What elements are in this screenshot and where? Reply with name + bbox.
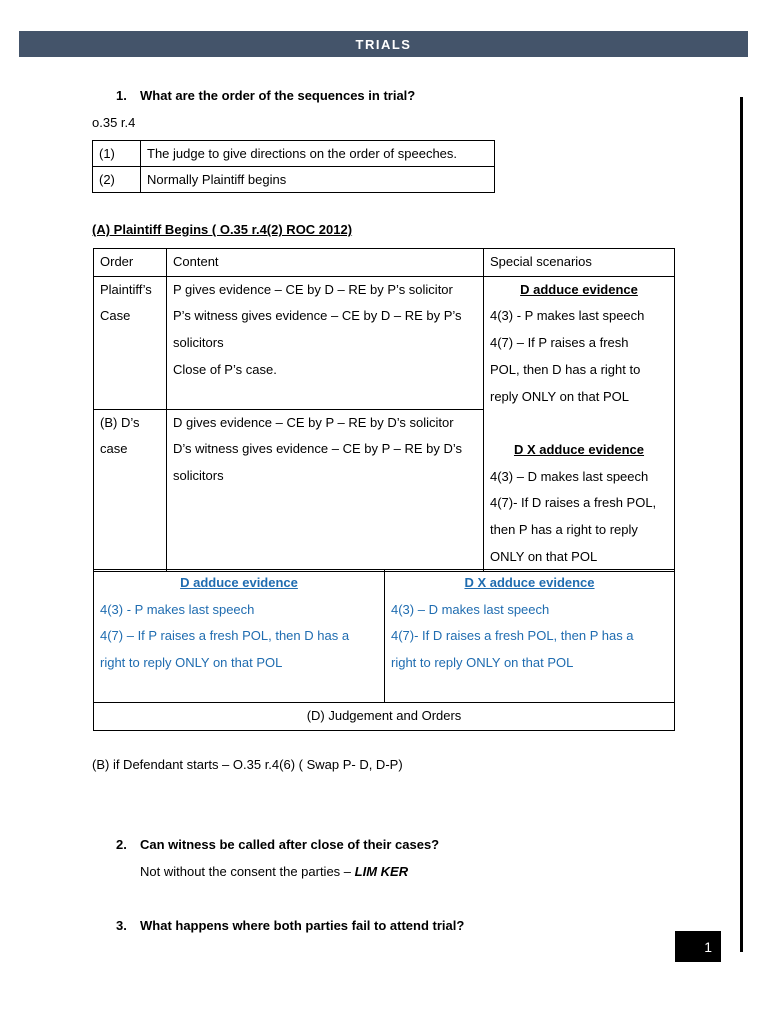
- question-1: [116, 88, 415, 103]
- table-row: [94, 570, 675, 703]
- page-header-bar: [19, 31, 748, 57]
- scenario-line: 4(7) – If P raises a fresh POL, then D has a: [100, 628, 350, 644]
- row-text: Normally Plaintiff begins: [141, 167, 495, 193]
- judgement-orders-cell: (D) Judgement and Orders: [94, 703, 675, 731]
- special-line: 4(7)- If D raises a fresh POL,: [490, 495, 657, 511]
- content-line: P’s witness gives evidence – CE by D – RE by P’s: [173, 308, 462, 324]
- bottom-right-cell: [385, 570, 675, 703]
- rule-reference: o.35 r.4: [92, 115, 136, 130]
- special-line: 4(3) - P makes last speech: [490, 308, 645, 324]
- trial-order-table: [93, 248, 675, 572]
- special-line: then P has a right to reply: [490, 522, 638, 538]
- header-special: Special scenarios: [484, 249, 675, 277]
- scenario-line: 4(3) – D makes last speech: [391, 601, 550, 617]
- directions-table: [92, 140, 495, 193]
- scenario-line: 4(3) - P makes last speech: [100, 601, 255, 617]
- table-row: [93, 167, 495, 193]
- content-line: P gives evidence – CE by D – RE by P’s solicitor: [173, 281, 453, 297]
- page-number-box: [675, 931, 721, 962]
- dx-adduce-heading: D X adduce evidence: [513, 441, 645, 457]
- question-1-number: 1.: [116, 88, 127, 103]
- question-3-text: What happens where both parties fail to attend trial?: [140, 918, 465, 933]
- p-case-label-line: Case: [100, 308, 131, 324]
- table-row: [94, 276, 675, 409]
- content-line: solicitors: [173, 335, 224, 351]
- special-line: 4(3) – D makes last speech: [490, 468, 649, 484]
- question-3: [116, 918, 464, 933]
- content-line: solicitors: [173, 468, 224, 484]
- table-header-row: [94, 249, 675, 277]
- d-adduce-heading: D adduce evidence: [180, 575, 298, 590]
- d-case-label-line: (B) D’s: [100, 414, 140, 430]
- answer-text: Not without the consent the parties –: [140, 864, 355, 879]
- scenario-line: right to reply ONLY on that POL: [100, 655, 283, 671]
- p-case-label: [94, 276, 167, 409]
- special-line: ONLY on that POL: [490, 548, 598, 564]
- special-line: 4(7) – If P raises a fresh: [490, 335, 629, 351]
- question-1-text: What are the order of the sequences in trial?: [140, 88, 416, 103]
- section-a-heading: (A) Plaintiff Begins ( O.35 r.4(2) ROC 2012): [92, 222, 353, 237]
- question-3-number: 3.: [116, 918, 127, 933]
- d-adduce-heading: D adduce evidence: [520, 281, 638, 297]
- header-content: Content: [167, 249, 484, 277]
- scenario-line: 4(7)- If D raises a fresh POL, then P has a: [391, 628, 634, 644]
- content-line: D’s witness gives evidence – CE by P – RE by D’s: [173, 441, 463, 457]
- p-case-label-line: Plaintiff’s: [100, 281, 152, 297]
- scenario-line: right to reply ONLY on that POL: [391, 655, 574, 671]
- question-2: [116, 837, 439, 852]
- header-order: Order: [94, 249, 167, 277]
- row-number: (1): [93, 141, 141, 167]
- spacer: [490, 410, 668, 437]
- content-line: D gives evidence – CE by P – RE by D’s solicitor: [173, 414, 454, 430]
- table-row: [93, 141, 495, 167]
- question-2-answer: [140, 864, 408, 879]
- special-line: reply ONLY on that POL: [490, 388, 629, 404]
- bottom-left-cell: [94, 570, 385, 703]
- table-row: [94, 703, 675, 731]
- question-2-number: 2.: [116, 837, 127, 852]
- row-text: The judge to give directions on the order of speeches.: [141, 141, 495, 167]
- row-number: (2): [93, 167, 141, 193]
- special-scenarios-cell: [484, 276, 675, 571]
- d-case-label: [94, 409, 167, 571]
- page-title: TRIALS: [355, 36, 412, 52]
- margin-rule: [740, 97, 743, 952]
- case-name: LIM KER: [354, 864, 409, 879]
- page-number: 1: [704, 938, 712, 955]
- dx-adduce-heading: D X adduce evidence: [464, 575, 595, 590]
- special-line: POL, then D has a right to: [490, 361, 641, 377]
- scenario-table: [93, 569, 675, 731]
- question-2-text: Can witness be called after close of their cases?: [140, 837, 440, 852]
- content-line: Close of P’s case.: [173, 361, 277, 377]
- p-case-content: [167, 276, 484, 409]
- section-b-text: (B) if Defendant starts – O.35 r.4(6) ( Swap P- D, D-P): [92, 757, 403, 772]
- d-case-content: [167, 409, 484, 571]
- d-case-label-line: case: [100, 441, 128, 457]
